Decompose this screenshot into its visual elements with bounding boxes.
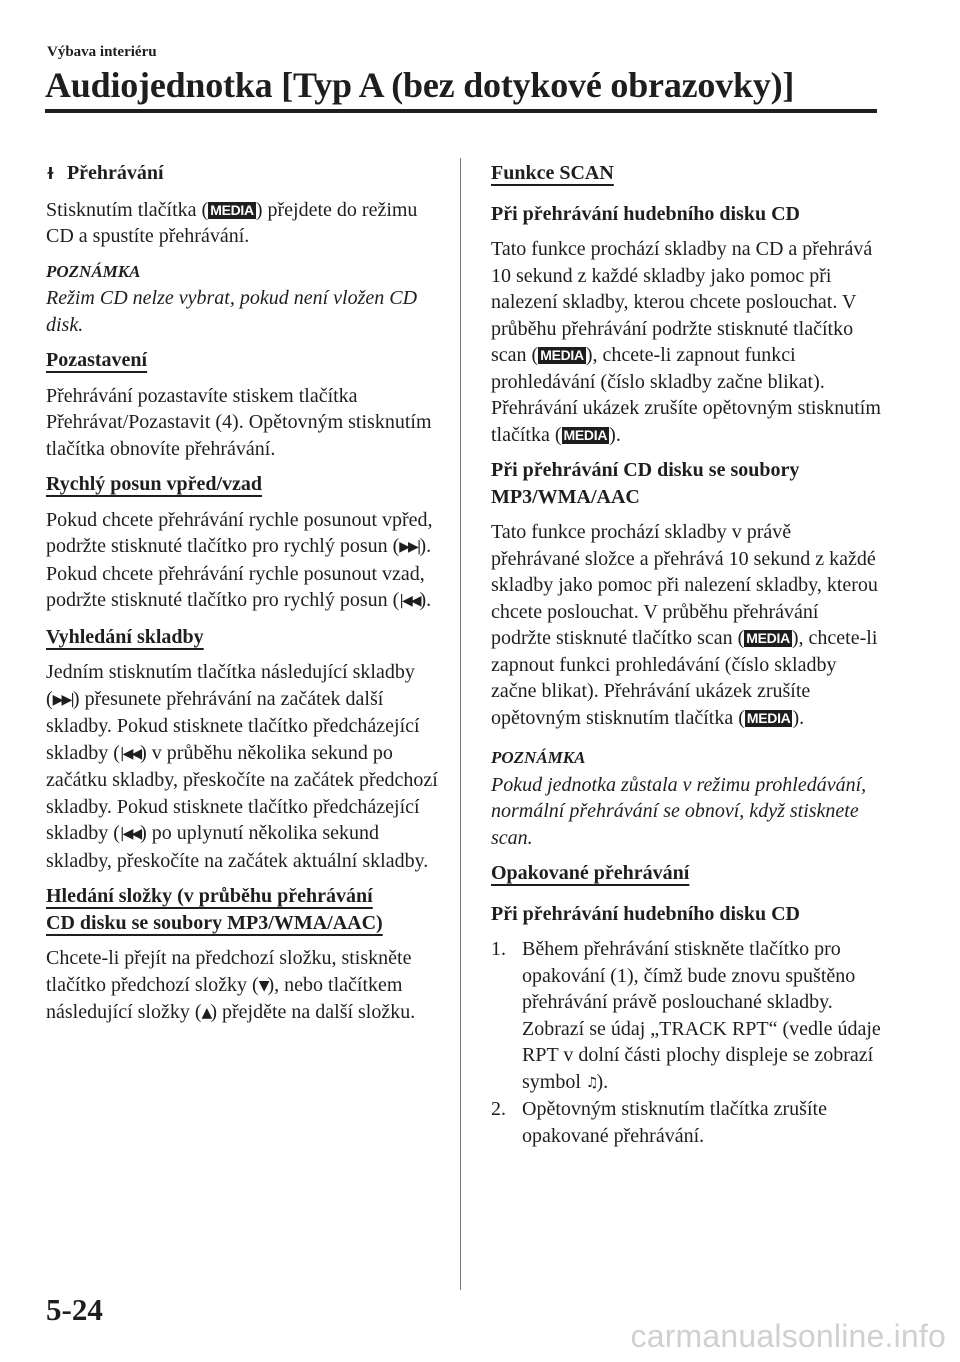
scan-mp3-heading: Při přehrávání CD disku se soubory MP3/WMA/AAC	[491, 459, 800, 508]
playback-heading: ɫ Přehrávání	[46, 162, 164, 184]
scan-note-text: Pokud jednotka zůstala v režimu prohledávání, normální přehrávání se obnoví, když stisknete scan.	[491, 773, 867, 849]
repeat-steps	[491, 936, 881, 1149]
folder-down-icon: ▼	[258, 977, 268, 994]
playback-text: Stisknutím tlačítka ( MEDIA ) přejdete do režimu CD a spustíte přehrávání.	[46, 198, 418, 247]
note-heading: POZNÁMKA	[46, 261, 141, 281]
scan-cd-text: Tato funkce prochází skladby na CD a přehrává 10 sekund z každé skladby jako pomoc při nalezení skladby, kterou chcete poslouchat. V průběhu přehrávání podržte stisknuté tlačítko scan ( MEDIA ), chcete-li zapnout funkci prohledávání (číslo skladby začne blikat). Přehrávání ukázek zrušíte opětovným stisknutím tlačítka ( MEDIA ).	[491, 238, 881, 446]
column-divider	[460, 158, 461, 1290]
list-item: 2. Opětovným stisknutím tlačítka zrušíte opakované přehrávání.	[491, 1098, 827, 1147]
media-icon: MEDIA	[210, 201, 254, 218]
search-heading: Vyhledání skladby	[46, 625, 204, 648]
prev-track-icon: |◀◀	[399, 593, 420, 609]
right-column	[491, 160, 881, 1149]
page-title: Audiojednotka [Typ A (bez dotykové obrazovky)]	[45, 65, 795, 105]
media-icon: MEDIA	[746, 630, 790, 646]
list-item: 1. Během přehrávání stiskněte tlačítko pro opakování (1), čímž bude znovu spuštěno přehrávání právě poslouchané skladby. Zobrazí se údaj „TRACK RPT“ (vedle údaje RPT v dolní části plochy displeje se zobrazí symbol ♫).	[491, 938, 881, 1093]
header-rule	[45, 109, 877, 113]
pause-heading: Pozastavení	[46, 349, 148, 371]
search-text: Jedním stisknutím tlačítka následující skladby (▶▶|) přesunete přehrávání na začátek další skladby. Pokud stisknete tlačítko předcházející skladby (|◀◀) v průběhu několika sekund po začátku skladby, přeskočíte na začátek předchozí skladby. Pokud stisknete tlačítko předcházející skladby (|◀◀) po uplynutí několika sekund skladby, přeskočíte na začátek aktuální skladby.	[46, 661, 438, 872]
scan-cd-heading: Při přehrávání hudebního disku CD	[491, 202, 800, 225]
prev-track-icon: |◀◀	[119, 745, 141, 762]
note-text: Režim CD nelze vybrat, pokud není vložen CD disk.	[46, 287, 418, 336]
section-label: Výbava interiéru	[47, 44, 157, 60]
pause-text: Přehrávání pozastavíte stiskem tlačítka Přehrávat/Pozastavit (4). Opětovným stisknutím tlačítka obnovíte přehrávání.	[46, 384, 432, 460]
repeat-cd-heading: Při přehrávání hudebního disku CD	[491, 902, 800, 925]
scan-mp3-text: Tato funkce prochází skladby v právě přehrávané složce a přehrává 10 sekund z každé skladby jako pomoc při nalezení skladby, kterou chcete poslouchat. V průběhu přehrávání podržte stisknuté tlačítko scan ( MEDIA ), chcete-li zapnout funkci prohledávání (číslo skladby začne blikat). Přehrávání ukázek zrušíte opětovným stisknutím tlačítka ( MEDIA ).	[491, 521, 878, 729]
folder-heading-1: Hledání složky (v průběhu přehrávání	[46, 885, 373, 907]
folder-text: Chcete-li přejít na předchozí složku, stiskněte tlačítko předchozí složky (▼), nebo tlačítkem následující složky (▲) přejděte na další složku.	[46, 947, 416, 1023]
bullet-icon: ɫ	[46, 164, 55, 183]
folder-heading-2: CD disku se soubory MP3/WMA/AAC)	[46, 911, 383, 934]
left-column	[46, 160, 438, 1027]
page-number: 5-24	[46, 1292, 103, 1327]
repeat-note-icon: ♫	[585, 1074, 597, 1091]
ffrew-heading: Rychlý posun vpřed/vzad	[46, 473, 263, 495]
media-icon: MEDIA	[746, 709, 791, 726]
next-track-icon: ▶▶|	[52, 691, 73, 708]
ffrew-text: Pokud chcete přehrávání rychle posunout vpřed, podržte stisknuté tlačítko pro rychlý posun (▶▶|). Pokud chcete přehrávání rychle posunout vzad, podržte stisknuté tlačítko pro rychlý posun (|◀◀).	[46, 508, 433, 611]
next-track-icon: ▶▶|	[399, 539, 420, 555]
watermark: carmanualsonline.info	[630, 1318, 946, 1354]
scan-note-heading: POZNÁMKA	[491, 748, 586, 767]
media-icon: MEDIA	[563, 426, 608, 443]
media-icon: MEDIA	[540, 347, 584, 363]
folder-up-icon: ▲	[201, 1005, 211, 1021]
repeat-heading: Opakované přehrávání	[491, 862, 690, 884]
prev-track-icon: |◀◀	[119, 826, 141, 842]
scan-heading: Funkce SCAN	[491, 162, 614, 184]
